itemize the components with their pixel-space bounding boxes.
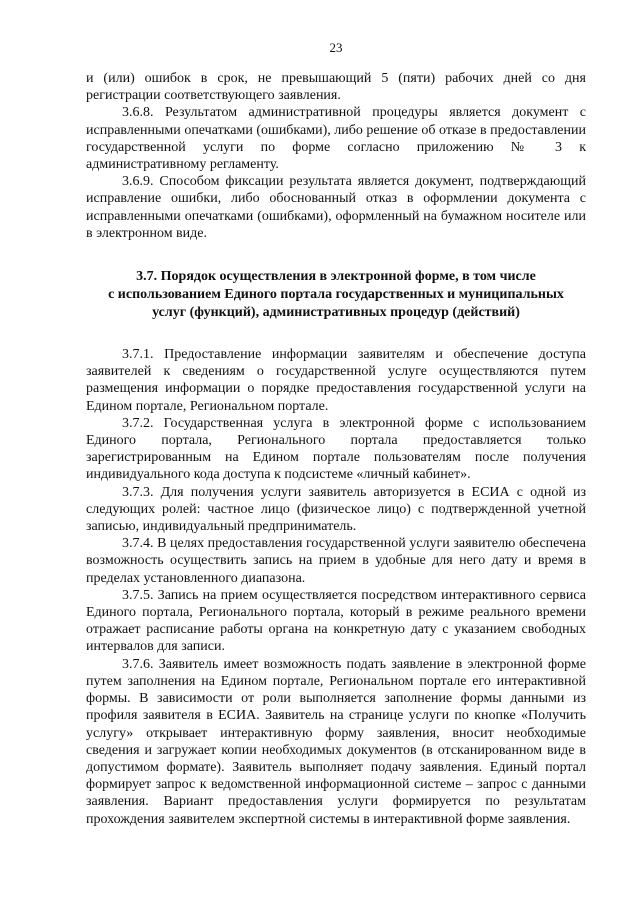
paragraph-3-7-3: 3.7.3. Для получения услуги заявитель авторизуется в ЕСИА с одной из следующих ролей: частное лицо (физическое лицо) с подтвержденной учетной записью, индивидуальный предприниматель. bbox=[86, 484, 586, 535]
paragraph-3-7-2: 3.7.2. Государственная услуга в электронной форме с использованием Единого портала, Регионального портала предоставляется только зарегистрированным на Едином портале пользователям после получения индивидуального кода доступа к подсистеме «личный кабинет». bbox=[86, 415, 586, 483]
heading-line: 3.7. Порядок осуществления в электронной форме, в том числе bbox=[136, 269, 536, 285]
paragraph-3-6-9: 3.6.9. Способом фиксации результата является документ, подтверждающий исправление ошибки, либо обоснованный отказ в оформлении документа с исправленными опечатками (ошибками), оформленный на бумажном носителе или в электронном виде. bbox=[86, 174, 586, 241]
section-heading-3-7 bbox=[86, 268, 586, 322]
paragraph-3-7-4: 3.7.4. В целях предоставления государственной услуги заявителю обеспечена возможность осуществить запись на прием в удобные для него дату и время в пределах установленного диапазона. bbox=[86, 536, 586, 586]
paragraph-3-7-6: 3.7.6. Заявитель имеет возможность подать заявление в электронной форме путем заполнения на Едином портале, Региональном портале его интерактивной формы. В зависимости от роли выполняется заполнение формы данными из профиля заявителя в ЕСИА. Заявитель на странице услуги по кнопке «Получить услугу» открывает интерактивную форму заявления, вносит необходимые сведения и загружает копии необходимых документов (в отсканированном виде в допустимом формате). Заявитель выполняет подачу заявления. Единый портал формирует запрос к ведомственной информационной системе – запрос с данными заявления. Вариант предоставления услуги формируется по результатам прохождения заявителем экспертной системы в интерактивной форме заявления. bbox=[86, 656, 586, 827]
paragraph-3-6-8: 3.6.8. Результатом административной процедуры является документ с исправленными опечатками (ошибками), либо решение об отказе в предоставлении государственной услуги по форме согласно приложению № 3 к административному регламенту. bbox=[86, 105, 586, 173]
paragraph-continuation: и (или) ошибок в срок, не превышающий 5 (пяти) рабочих дней со дня регистрации соответствующего заявления. bbox=[86, 71, 586, 104]
page-number: 23 bbox=[329, 40, 343, 55]
paragraph-3-7-1: 3.7.1. Предоставление информации заявителям и обеспечение доступа заявителей к сведениям о государственной услуге осуществляются путем размещения информации о порядке предоставления государственной услуги на Едином портале, Региональном портале. bbox=[86, 347, 586, 414]
heading-line: с использованием Единого портала государственных и муниципальных bbox=[108, 287, 564, 303]
paragraph-3-7-5: 3.7.5. Запись на прием осуществляется посредством интерактивного сервиса Единого портала, Регионального портала, который в режиме реального времени отражает расписание работы органа на конкретную дату с указанием свободных интервалов для записи. bbox=[86, 587, 586, 655]
heading-line: услуг (функций), административных процедур (действий) bbox=[152, 305, 520, 321]
